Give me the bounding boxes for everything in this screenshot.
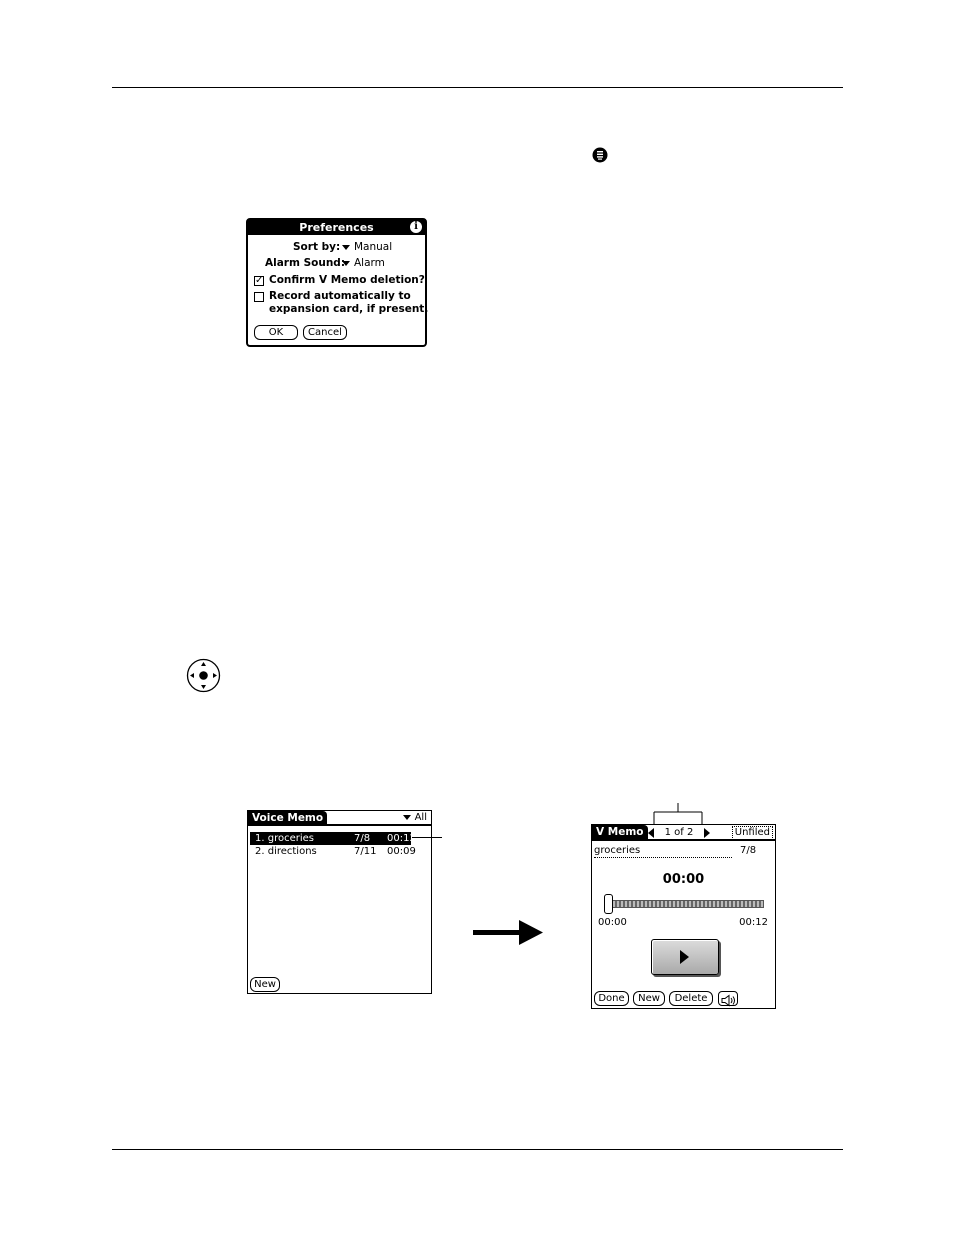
previous-record-icon[interactable]: [648, 828, 654, 838]
record-counter: 1 of 2: [664, 827, 694, 838]
play-button[interactable]: [651, 939, 719, 975]
category-picker[interactable]: Unfiled: [732, 826, 773, 840]
playback-slider[interactable]: [606, 900, 764, 908]
dropdown-arrow-icon: [403, 815, 411, 820]
info-icon[interactable]: i: [410, 221, 422, 233]
delete-button[interactable]: Delete: [669, 991, 713, 1006]
end-time: 00:12: [739, 917, 768, 928]
memo-name: 2. directions: [255, 846, 317, 857]
alarm-sound-value: Alarm: [354, 257, 385, 269]
next-record-icon[interactable]: [704, 828, 710, 838]
preferences-dialog: [246, 218, 427, 347]
menu-icon: [592, 147, 608, 163]
new-button[interactable]: New: [633, 991, 665, 1006]
header-rule: [112, 87, 843, 88]
app-title[interactable]: V Memo: [592, 825, 648, 840]
memo-date: 7/11: [354, 846, 377, 857]
record-to-card-label-line2: expansion card, if present.: [269, 303, 429, 315]
record-to-card-label-line1: Record automatically to: [269, 290, 411, 302]
play-icon: [680, 950, 689, 964]
record-navigator[interactable]: [648, 826, 710, 839]
voice-memo-detail-screen: [591, 824, 776, 1009]
record-to-card-checkbox[interactable]: [254, 292, 264, 302]
dropdown-arrow-icon: [342, 261, 350, 266]
memo-date: 7/8: [354, 833, 371, 844]
memo-duration: 00:09: [387, 846, 416, 857]
sort-by-picker[interactable]: [342, 241, 392, 253]
footer-rule: [112, 1149, 843, 1150]
category-picker[interactable]: [403, 811, 427, 825]
confirm-deletion-checkbox[interactable]: ✓: [255, 275, 264, 286]
dropdown-arrow-icon: [342, 245, 350, 250]
start-time: 00:00: [598, 917, 627, 928]
list-item[interactable]: [250, 845, 416, 858]
callout-line: [412, 837, 442, 838]
callout-bracket: [652, 801, 704, 825]
list-item[interactable]: [250, 832, 416, 845]
category-value: All: [414, 812, 427, 823]
confirm-deletion-label: Confirm V Memo deletion?: [269, 274, 425, 286]
sort-by-value: Manual: [354, 241, 393, 253]
alarm-sound-picker[interactable]: [342, 257, 385, 269]
sort-by-label: Sort by:: [293, 241, 341, 253]
memo-name: 1. groceries: [255, 833, 314, 844]
cancel-button[interactable]: Cancel: [303, 325, 347, 340]
speaker-volume-icon[interactable]: [718, 991, 738, 1006]
voice-memo-list-screen: [247, 810, 432, 994]
app-title[interactable]: Voice Memo: [248, 811, 327, 825]
alarm-sound-label: Alarm Sound:: [265, 257, 346, 269]
ok-button[interactable]: OK: [254, 325, 298, 340]
new-memo-button[interactable]: New: [250, 977, 280, 992]
dialog-title: Preferences: [248, 220, 425, 235]
memo-date: 7/8: [740, 845, 757, 856]
memo-name-field[interactable]: groceries: [594, 844, 732, 858]
done-button[interactable]: Done: [594, 991, 629, 1006]
right-arrow-icon: [473, 919, 543, 947]
memo-duration: 00:12: [387, 833, 416, 844]
playback-slider-thumb[interactable]: [604, 894, 613, 914]
five-way-navigator-icon: [186, 658, 221, 693]
current-time: 00:00: [662, 872, 705, 887]
